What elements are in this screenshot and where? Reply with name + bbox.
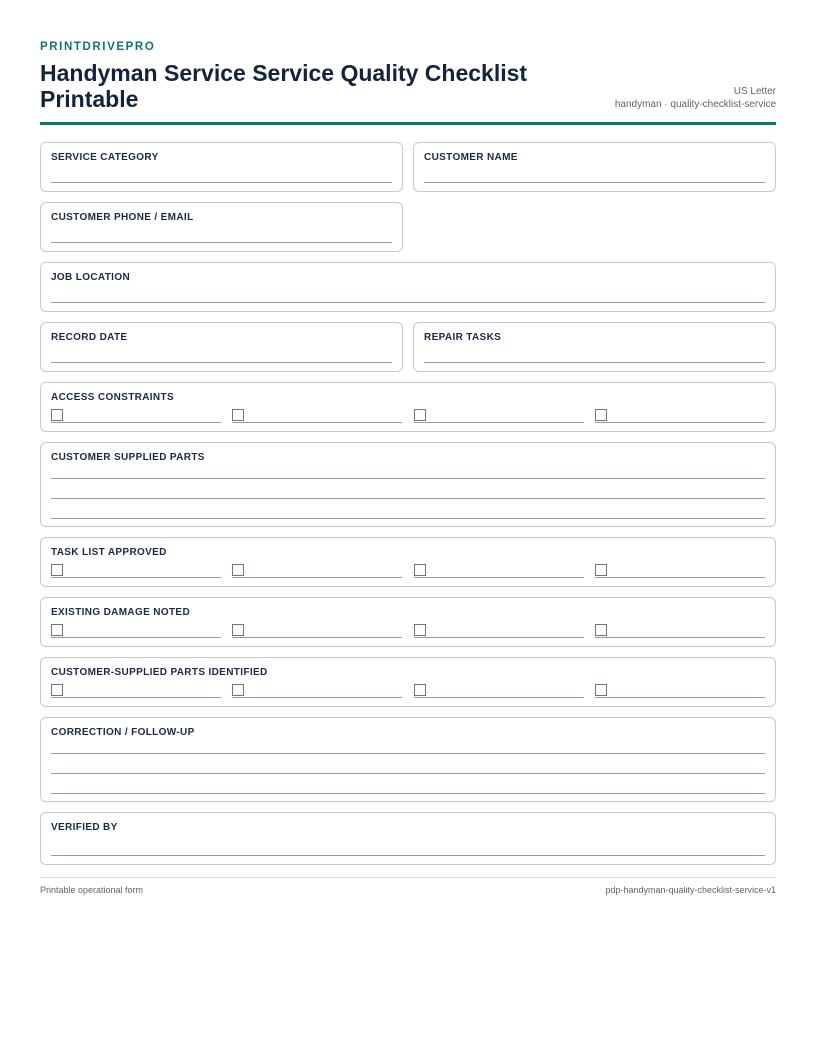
customer-supplied-parts-identified-options xyxy=(51,683,765,697)
document-meta xyxy=(615,85,776,111)
option-write-line[interactable] xyxy=(414,422,584,423)
job-location-input-line[interactable] xyxy=(51,302,765,303)
access-constraints-options xyxy=(51,408,765,422)
option-slot xyxy=(51,623,221,637)
option-write-line[interactable] xyxy=(595,697,765,698)
checkbox[interactable] xyxy=(595,624,607,636)
footer-divider xyxy=(40,877,776,878)
option-write-line[interactable] xyxy=(51,422,221,423)
option-slot xyxy=(51,563,221,577)
option-slot xyxy=(595,623,765,637)
option-write-line[interactable] xyxy=(414,697,584,698)
checkbox[interactable] xyxy=(232,684,244,696)
option-slot xyxy=(414,408,584,422)
document-tags: handyman · quality-checklist-service xyxy=(614,99,776,110)
option-slot xyxy=(51,683,221,697)
notes-line[interactable] xyxy=(51,793,765,794)
customer-supplied-parts-field xyxy=(40,442,776,527)
option-slot xyxy=(414,623,584,637)
checkbox[interactable] xyxy=(414,564,426,576)
task-list-approved-label: TASK LIST APPROVED xyxy=(51,547,167,558)
existing-damage-noted-label: EXISTING DAMAGE NOTED xyxy=(51,607,191,618)
repair-tasks-field xyxy=(413,322,776,372)
repair-tasks-label: REPAIR TASKS xyxy=(424,332,502,343)
customer-contact-label: CUSTOMER PHONE / EMAIL xyxy=(51,212,194,223)
option-write-line[interactable] xyxy=(51,637,221,638)
option-slot xyxy=(595,563,765,577)
option-slot xyxy=(51,408,221,422)
record-date-input-line[interactable] xyxy=(51,362,392,363)
option-write-line[interactable] xyxy=(232,422,402,423)
correction-follow-up-field xyxy=(40,717,776,802)
checkbox[interactable] xyxy=(414,409,426,421)
service-category-label: SERVICE CATEGORY xyxy=(51,152,159,163)
option-write-line[interactable] xyxy=(51,577,221,578)
option-write-line[interactable] xyxy=(595,637,765,638)
option-write-line[interactable] xyxy=(232,637,402,638)
customer-supplied-parts-identified-label: CUSTOMER-SUPPLIED PARTS IDENTIFIED xyxy=(51,667,268,678)
notes-line[interactable] xyxy=(51,773,765,774)
verified-by-signature-line[interactable] xyxy=(51,855,765,856)
existing-damage-noted-field xyxy=(40,597,776,647)
checkbox[interactable] xyxy=(595,564,607,576)
record-date-label: RECORD DATE xyxy=(51,332,128,343)
option-slot xyxy=(414,683,584,697)
option-write-line[interactable] xyxy=(595,422,765,423)
customer-name-field xyxy=(413,142,776,192)
checkbox[interactable] xyxy=(51,684,63,696)
task-list-approved-options xyxy=(51,563,765,577)
option-slot xyxy=(232,408,402,422)
option-slot xyxy=(232,683,402,697)
customer-contact-field xyxy=(40,202,403,252)
checkbox[interactable] xyxy=(232,624,244,636)
option-slot xyxy=(595,683,765,697)
customer-name-input-line[interactable] xyxy=(424,182,765,183)
repair-tasks-input-line[interactable] xyxy=(424,362,765,363)
existing-damage-noted-options xyxy=(51,623,765,637)
brand-logo-text: PRINTDRIVEPRO xyxy=(40,41,156,53)
option-slot xyxy=(232,563,402,577)
service-category-field xyxy=(40,142,403,192)
checkbox[interactable] xyxy=(51,409,63,421)
customer-supplied-parts-identified-field xyxy=(40,657,776,707)
option-slot xyxy=(414,563,584,577)
customer-name-label: CUSTOMER NAME xyxy=(424,152,518,163)
checkbox[interactable] xyxy=(51,564,63,576)
option-write-line[interactable] xyxy=(232,697,402,698)
option-write-line[interactable] xyxy=(232,577,402,578)
job-location-field xyxy=(40,262,776,312)
option-write-line[interactable] xyxy=(595,577,765,578)
record-date-field xyxy=(40,322,403,372)
customer-supplied-parts-label: CUSTOMER SUPPLIED PARTS xyxy=(51,452,205,463)
notes-line[interactable] xyxy=(51,753,765,754)
option-write-line[interactable] xyxy=(414,577,584,578)
option-slot xyxy=(232,623,402,637)
page-title: Handyman Service Service Quality Checklist Printable xyxy=(40,60,528,112)
correction-follow-up-label: CORRECTION / FOLLOW-UP xyxy=(51,727,195,738)
footer-form-id: pdp-handyman-quality-checklist-service-v1 xyxy=(605,885,776,895)
paper-size-label: US Letter xyxy=(733,86,776,97)
checkbox[interactable] xyxy=(232,564,244,576)
verified-by-field xyxy=(40,812,776,865)
option-slot xyxy=(595,408,765,422)
footer-description: Printable operational form xyxy=(40,885,144,895)
header-divider xyxy=(40,122,776,125)
checkbox[interactable] xyxy=(595,684,607,696)
checkbox[interactable] xyxy=(414,624,426,636)
checkbox[interactable] xyxy=(232,409,244,421)
job-location-label: JOB LOCATION xyxy=(51,272,131,283)
notes-line[interactable] xyxy=(51,478,765,479)
verified-by-label: VERIFIED BY xyxy=(51,822,118,833)
access-constraints-label: ACCESS CONSTRAINTS xyxy=(51,392,174,403)
option-write-line[interactable] xyxy=(51,697,221,698)
checkbox[interactable] xyxy=(595,409,607,421)
checkbox[interactable] xyxy=(414,684,426,696)
notes-line[interactable] xyxy=(51,498,765,499)
option-write-line[interactable] xyxy=(414,637,584,638)
task-list-approved-field xyxy=(40,537,776,587)
customer-contact-input-line[interactable] xyxy=(51,242,392,243)
checkbox[interactable] xyxy=(51,624,63,636)
form-page xyxy=(40,0,776,1056)
notes-line[interactable] xyxy=(51,518,765,519)
service-category-input-line[interactable] xyxy=(51,182,392,183)
access-constraints-field xyxy=(40,382,776,432)
